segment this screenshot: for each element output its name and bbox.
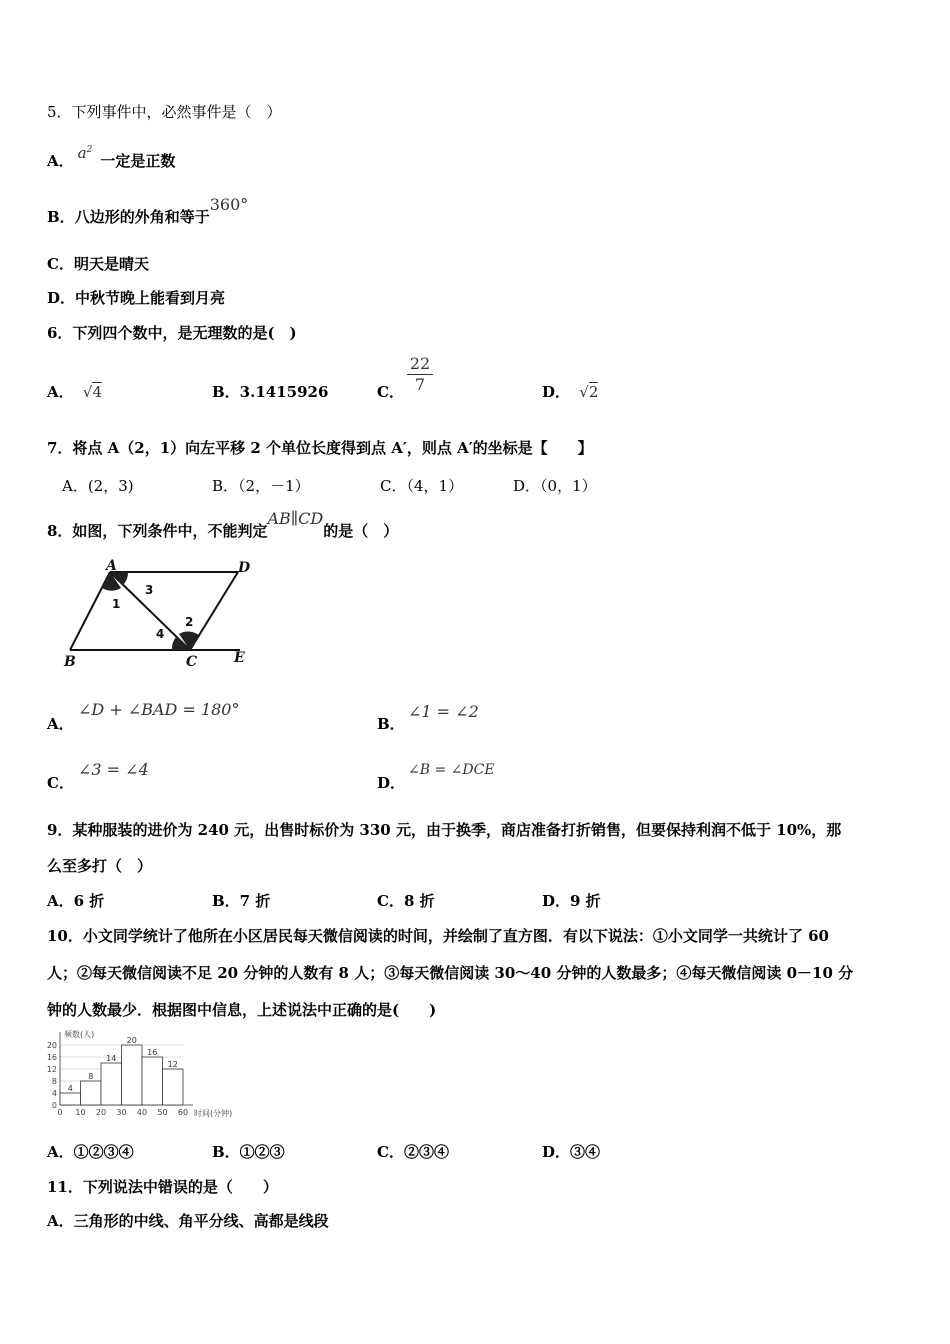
sqrt-4: √4 bbox=[82, 383, 102, 401]
q5-a-math: $a^2$ bbox=[77, 144, 93, 162]
point-b-label: B bbox=[64, 654, 76, 670]
x-tick-label-2: 20 bbox=[95, 1108, 107, 1117]
q6-option-d: D． √2 bbox=[542, 383, 599, 401]
q11-stem: 11．下列说法中错误的是（ ） bbox=[47, 1178, 278, 1196]
histogram-bar-40-50 bbox=[142, 1057, 163, 1105]
x-tick-label-3: 30 bbox=[116, 1108, 127, 1117]
x-tick-label-6: 60 bbox=[177, 1108, 189, 1117]
q7-stem: 7．将点 A（2，1）向左平移 2 个单位长度得到点 A′，则点 A′的坐标是【 】 bbox=[47, 439, 593, 457]
histogram-bar-0-10 bbox=[60, 1093, 81, 1105]
y-tick-label-1: 4 bbox=[51, 1089, 57, 1098]
sqrt-2: √2 bbox=[579, 383, 599, 401]
q7-option-d: D．（0，1） bbox=[513, 477, 597, 495]
q8-a-math: ∠D + ∠BAD = 180° bbox=[78, 700, 240, 719]
bar-value-label-1: 8 bbox=[88, 1072, 94, 1081]
q8-option-d: D． bbox=[377, 774, 406, 792]
q7-option-b: B．（2，－1） bbox=[212, 477, 310, 495]
fraction-numerator: 22 bbox=[409, 354, 431, 373]
angle-3-label: 3 bbox=[145, 583, 154, 597]
q9-option-b: B．7 折 bbox=[212, 892, 271, 910]
q6-stem: 6．下列四个数中，是无理数的是( ) bbox=[47, 324, 297, 342]
q9-option-d: D．9 折 bbox=[542, 892, 601, 910]
segment-ab bbox=[70, 572, 110, 650]
q6-fraction bbox=[407, 355, 433, 394]
angle-2-label: 2 bbox=[185, 615, 194, 629]
x-tick-label-5: 50 bbox=[157, 1108, 168, 1117]
q9-line-2: 么至多打（ ） bbox=[47, 857, 153, 875]
q10-option-d: D．③④ bbox=[542, 1143, 601, 1161]
bar-value-label-0: 4 bbox=[67, 1084, 73, 1093]
x-tick-label-0: 0 bbox=[57, 1108, 63, 1117]
y-tick-label-5: 20 bbox=[46, 1041, 57, 1050]
q8-stem: 8．如图，下列条件中，不能判定AB∥CD的是（ ） bbox=[47, 509, 399, 540]
y-tick-label-3: 12 bbox=[46, 1065, 57, 1074]
point-e-label: E bbox=[234, 650, 245, 666]
q5-stem: 5．下列事件中，必然事件是（ ） bbox=[47, 103, 282, 121]
q6-option-a: A． √4 bbox=[47, 383, 102, 401]
q5-option-a: A． $a^2$一定是正数 bbox=[47, 144, 176, 170]
angle-1-label: 1 bbox=[112, 597, 121, 611]
angle-4-label: 4 bbox=[156, 627, 165, 641]
q5-option-c: C．明天是晴天 bbox=[47, 255, 149, 273]
q10-option-a: A．①②③④ bbox=[47, 1143, 134, 1161]
q10-line-1: 10．小文同学统计了他所在小区居民每天微信阅读的时间，并绘制了直方图．有以下说法：①小文同学一共统计了 60 bbox=[47, 927, 829, 945]
x-tick-label-4: 40 bbox=[136, 1108, 148, 1117]
q8-option-b: B． bbox=[377, 715, 405, 733]
q8-d-math: ∠B = ∠DCE bbox=[408, 762, 495, 778]
q10-line-2: 人；②每天微信阅读不足 20 分钟的人数有 8 人；③每天微信阅读 30～40 分钟的人数最多；④每天微信阅读 0－10 分 bbox=[47, 964, 854, 982]
x-tick-label-1: 10 bbox=[75, 1108, 86, 1117]
histogram-bar-10-20 bbox=[81, 1081, 102, 1105]
q7-option-a: A．(2，3) bbox=[62, 477, 134, 495]
q9-line-1: 9．某种服装的进价为 240 元，出售时标价为 330 元，由于换季，商店准备打折销售，但要保持利润不低于 10%，那 bbox=[47, 821, 842, 839]
bar-value-label-4: 16 bbox=[147, 1048, 158, 1057]
q10-option-b: B．①②③ bbox=[212, 1143, 285, 1161]
y-tick-label-0: 0 bbox=[51, 1101, 57, 1110]
q8-b-math: ∠1 = ∠2 bbox=[408, 702, 479, 721]
q8-option-a: A． bbox=[47, 715, 74, 733]
bar-value-label-2: 14 bbox=[106, 1054, 117, 1063]
point-c-label: C bbox=[186, 654, 198, 670]
q9-option-c: C．8 折 bbox=[377, 892, 435, 910]
point-d-label: D bbox=[238, 560, 251, 576]
histogram-chart bbox=[40, 1028, 260, 1120]
histogram-bar-50-60 bbox=[163, 1069, 184, 1105]
q11-option-a: A．三角形的中线、角平分线、高都是线段 bbox=[47, 1212, 329, 1230]
histogram-bar-20-30 bbox=[101, 1063, 122, 1105]
q6-option-c: C． bbox=[377, 383, 404, 401]
q8-c-math: ∠3 = ∠4 bbox=[78, 760, 149, 779]
q6-option-b: B．3.1415926 bbox=[212, 383, 329, 401]
q5-option-d: D．中秋节晚上能看到月亮 bbox=[47, 289, 226, 307]
point-a-label: A bbox=[106, 558, 117, 574]
q8-option-c: C． bbox=[47, 774, 74, 792]
x-axis-label: 时间(分钟) bbox=[194, 1109, 233, 1118]
parallelogram-figure bbox=[60, 558, 260, 670]
q7-option-c: C．（4，1） bbox=[380, 477, 464, 495]
bar-value-label-5: 12 bbox=[167, 1060, 178, 1069]
q10-line-3: 钟的人数最少．根据图中信息，上述说法中正确的是( ) bbox=[47, 1001, 437, 1019]
y-axis-label: 频数(人) bbox=[64, 1030, 95, 1039]
y-tick-label-2: 8 bbox=[51, 1077, 57, 1086]
bar-value-label-3: 20 bbox=[126, 1036, 137, 1045]
fraction-denominator: 7 bbox=[414, 375, 426, 394]
q10-option-c: C．②③④ bbox=[377, 1143, 449, 1161]
q5-option-b: B．八边形的外角和等于360° bbox=[47, 195, 249, 226]
y-tick-label-4: 16 bbox=[46, 1053, 57, 1062]
q9-option-a: A．6 折 bbox=[47, 892, 105, 910]
histogram-bar-30-40 bbox=[122, 1045, 143, 1105]
